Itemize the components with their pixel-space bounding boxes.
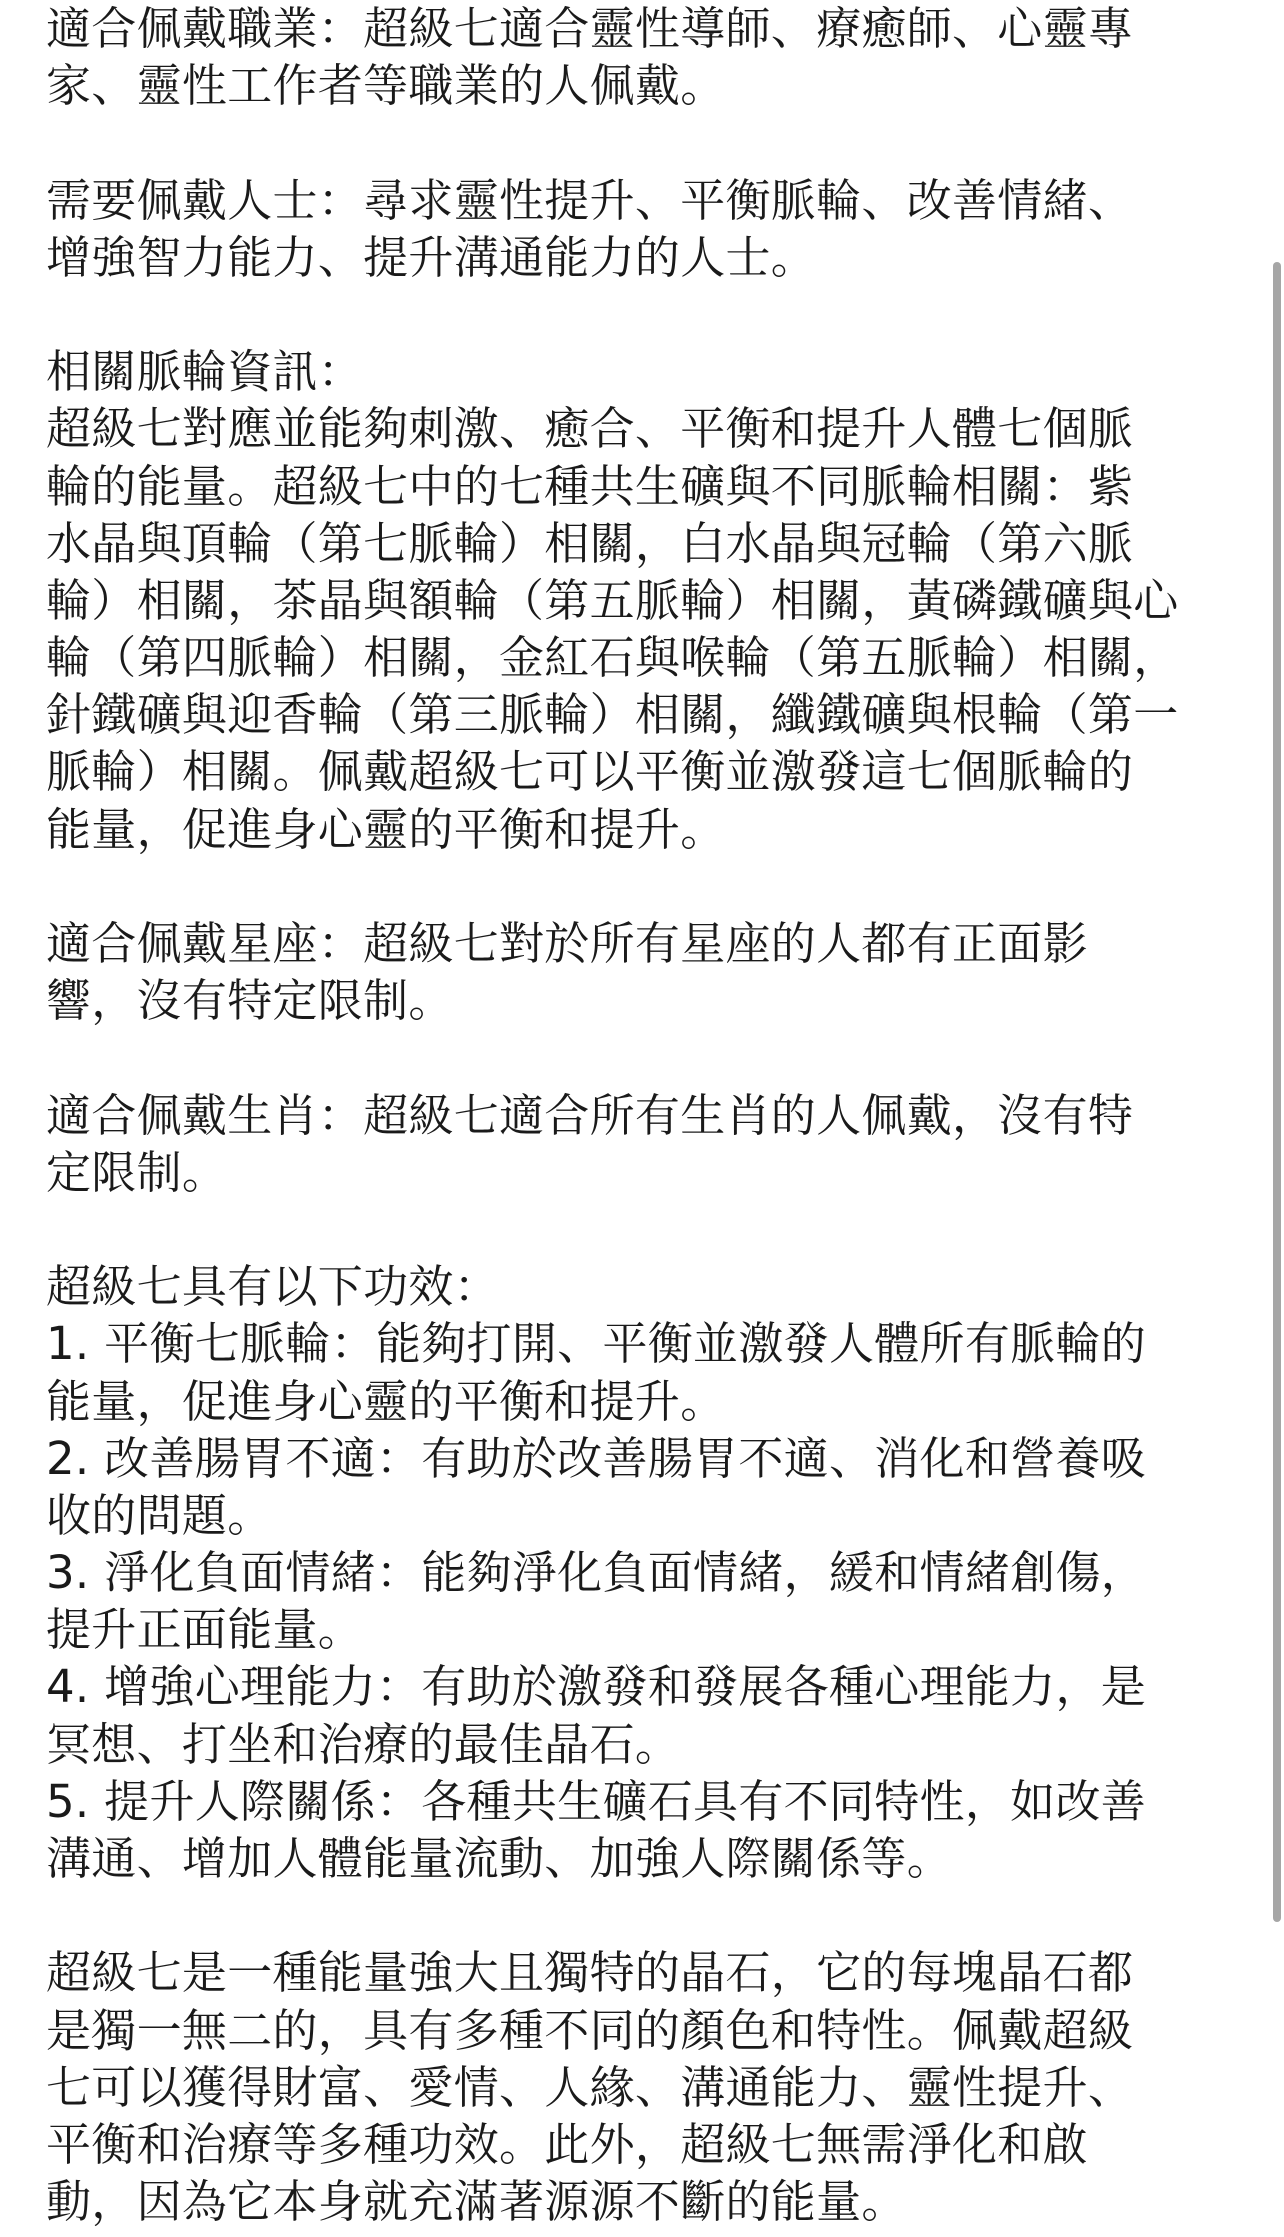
text-line: 針鐵礦與迎香輪（第三脈輪）相關，纖鐵礦與根輪（第一	[46, 688, 1179, 742]
text-line: 相關脈輪資訊：	[46, 345, 364, 399]
text-line: 3. 淨化負面情緒：能夠淨化負面情緒，緩和情緒創傷，	[46, 1546, 1147, 1600]
text-line: 家、靈性工作者等職業的人佩戴。	[46, 59, 726, 113]
paragraph-gap	[46, 1201, 1238, 1258]
text-line: 平衡和治療等多種功效。此外，超級七無需淨化和啟	[46, 2117, 1088, 2171]
chakra-info-paragraph	[46, 343, 1238, 858]
text-line: 適合佩戴星座：超級七對於所有星座的人都有正面影	[46, 917, 1088, 970]
text-line: 脈輪）相關。佩戴超級七可以平衡並激發這七個脈輪的	[46, 745, 1134, 799]
text-line: 超級七是一種能量強大且獨特的晶石，它的每塊晶石都	[46, 1946, 1134, 2000]
text-line: 超級七對應並能夠刺激、癒合、平衡和提升人體七個脈	[46, 402, 1134, 456]
text-line: 適合佩戴生肖：超級七適合所有生肖的人佩戴，沒有特	[46, 1088, 1134, 1142]
paragraph-gap	[46, 1029, 1238, 1086]
text-line: 輪（第四脈輪）相關，金紅石與喉輪（第五脈輪）相關，	[46, 631, 1179, 685]
paragraph-gap	[46, 1887, 1238, 1944]
text-line: 動，因為它本身就充滿著源源不斷的能量。	[46, 2175, 907, 2229]
scrollbar-thumb[interactable]	[1273, 262, 1281, 1922]
occupation-paragraph	[46, 0, 1238, 114]
text-line: 增強智力能力、提升溝通能力的人士。	[46, 230, 817, 284]
chinese-zodiac-paragraph	[46, 1087, 1238, 1201]
zodiac-paragraph	[46, 915, 1238, 1029]
paragraph-container	[46, 0, 1238, 2230]
text-line: 收的問題。	[46, 1488, 273, 1542]
text-line: 1. 平衡七脈輪：能夠打開、平衡並激發人體所有脈輪的	[46, 1317, 1147, 1371]
text-line: 七可以獲得財富、愛情、人緣、溝通能力、靈性提升、	[46, 2060, 1134, 2114]
who-should-wear-paragraph	[46, 172, 1238, 286]
benefits-paragraph	[46, 1258, 1238, 1887]
text-line: 響，沒有特定限制。	[46, 974, 454, 1028]
text-line: 2. 改善腸胃不適：有助於改善腸胃不適、消化和營養吸	[46, 1431, 1147, 1485]
text-line: 能量，促進身心靈的平衡和提升。	[46, 1374, 726, 1428]
paragraph-gap	[46, 858, 1238, 915]
text-line: 需要佩戴人士：尋求靈性提升、平衡脈輪、改善情緒、	[46, 173, 1134, 227]
text-line: 4. 增強心理能力：有助於激發和發展各種心理能力，是	[46, 1660, 1147, 1714]
text-line: 冥想、打坐和治療的最佳晶石。	[46, 1717, 681, 1771]
paragraph-gap	[46, 114, 1238, 171]
article-text	[46, 0, 1238, 2230]
text-line: 溝通、增加人體能量流動、加強人際關係等。	[46, 1832, 953, 1885]
text-line: 是獨一無二的，具有多種不同的顏色和特性。佩戴超級	[46, 2003, 1134, 2057]
paragraph-gap	[46, 286, 1238, 343]
text-line: 定限制。	[46, 1145, 228, 1199]
summary-paragraph	[46, 1944, 1238, 2230]
text-line: 適合佩戴職業：超級七適合靈性導師、療癒師、心靈專	[46, 2, 1134, 55]
text-line: 輪）相關，茶晶與額輪（第五脈輪）相關，黃磷鐵礦與心	[46, 573, 1179, 627]
text-line: 輪的能量。超級七中的七種共生礦與不同脈輪相關：紫	[46, 459, 1134, 513]
text-line: 5. 提升人際關係：各種共生礦石具有不同特性，如改善	[46, 1774, 1147, 1828]
text-line: 提升正面能量。	[46, 1603, 364, 1657]
text-line: 水晶與頂輪（第七脈輪）相關，白水晶與冠輪（第六脈	[46, 516, 1134, 570]
text-line: 能量，促進身心靈的平衡和提升。	[46, 802, 726, 856]
text-line: 超級七具有以下功效：	[46, 1260, 500, 1314]
scrollbar[interactable]	[1270, 0, 1284, 2237]
